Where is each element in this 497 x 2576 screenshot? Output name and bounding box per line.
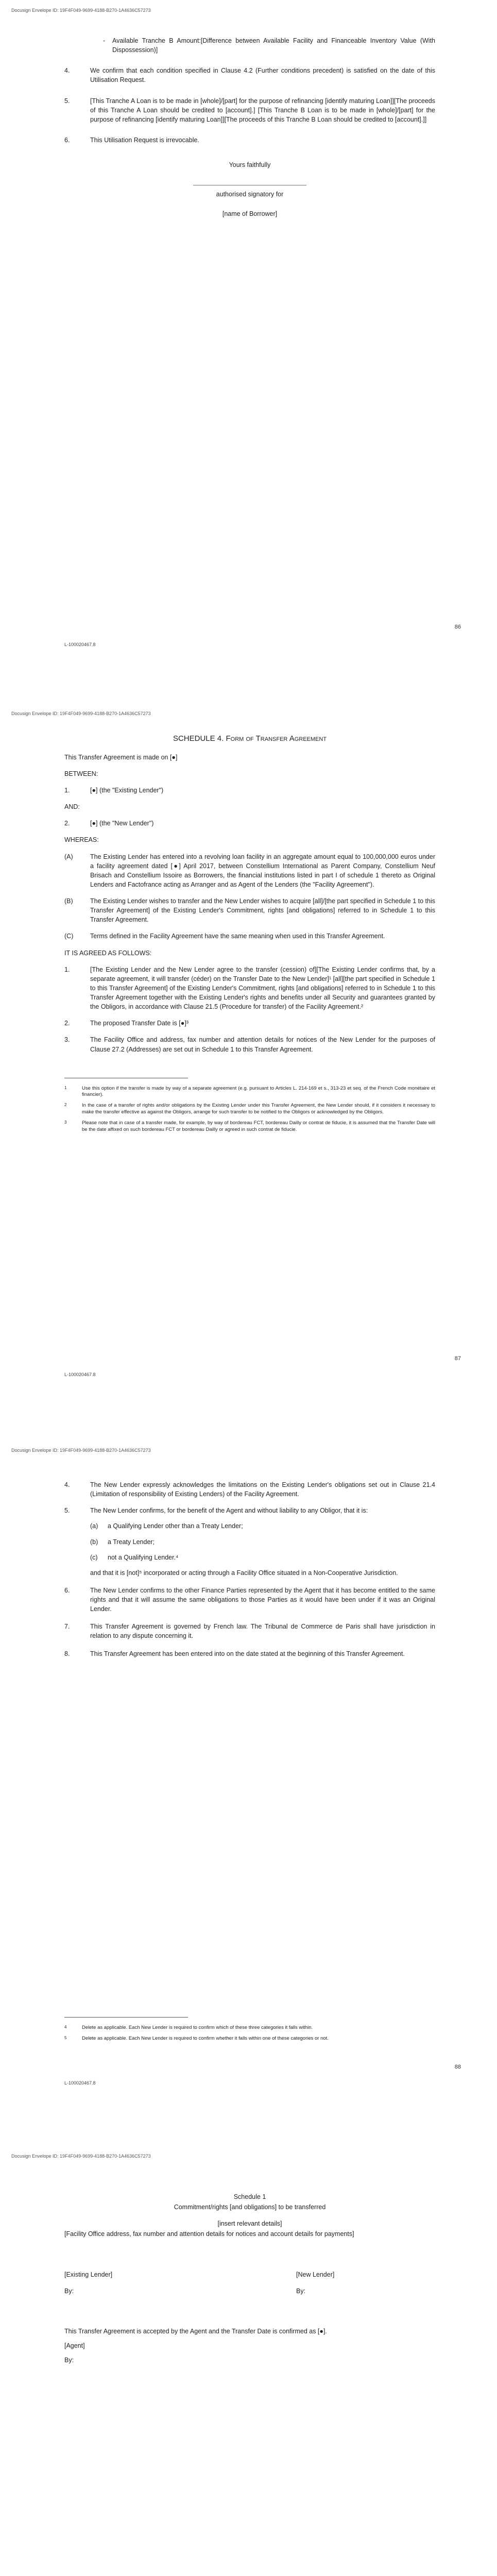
clause: 1. [The Existing Lender and the New Lender agree to the transfer (cession) of][The Existing Lender confirms that, by a separate agreement, it will transfer (céder) on the Transfer Date to the New Lender]¹ [all][the part specified in Schedule 1 to this Transfer Agreement] of the Existing Lender's Commitment, rights [and obligations] referred to in Schedule 1 to this Transfer Agreement together with the Existing Lender's rights and benefits under all Security and guarantees granted by the Obligors, in accordance with Clause 21.5 (Procedure for transfer) of the Facility Agreement.² xyxy=(64,965,435,1011)
schedule-4-heading: SCHEDULE 4. Form of Transfer Agreement xyxy=(173,734,327,743)
tranche-b-bullet: - Available Tranche B Amount:[Difference between Available Facility and Financeable Inventory Value (With Dispossession)] xyxy=(103,37,435,54)
page-number: 88 xyxy=(454,2064,461,2070)
page87-body xyxy=(64,733,435,1138)
between-label: BETWEEN: xyxy=(64,770,98,777)
party-existing-lender: 1. [●] (the "Existing Lender") xyxy=(64,787,164,794)
jurisdiction-confirmation: and that it is [not]⁵ incorporated or acting through a Facility Office situated in a Non-Cooperative Jurisdiction. xyxy=(90,1569,398,1577)
page-number: 87 xyxy=(454,1355,461,1362)
envelope-id: Docusign Envelope ID: 19F4F049-9699-4188-B270-1A4636C57273 xyxy=(11,1448,151,1453)
envelope-id: Docusign Envelope ID: 19F4F049-9699-4188-B270-1A4636C57273 xyxy=(11,2154,151,2159)
lender-category: (c) not a Qualifying Lender.⁴ xyxy=(90,1553,179,1561)
agent-label: [Agent] xyxy=(64,2342,85,2349)
schedule-1-heading: Schedule 1 xyxy=(233,2193,266,2200)
doc-ref: L-100020467.8 xyxy=(64,2080,96,2086)
footnote-separator xyxy=(64,2017,188,2018)
agreement-intro: This Transfer Agreement is made on [●] xyxy=(64,753,178,761)
page-87 xyxy=(0,703,497,1388)
and-label: AND: xyxy=(64,803,80,811)
recital: (B) The Existing Lender wishes to transfer and the New Lender wishes to acquire [all]/[the part specified in Schedule 1 to this Transfer Agreement] of the Existing Lender's Commitment, rights [and obligations] referred to in Schedule 1 to this Transfer Agreement. xyxy=(64,897,435,924)
insert-details: [insert relevant details] xyxy=(217,2220,282,2228)
borrower-name: [name of Borrower] xyxy=(222,210,278,218)
commitment-heading: Commitment/rights [and obligations] to be transferred xyxy=(174,2204,326,2211)
new-lender-by: By: xyxy=(296,2287,306,2295)
clause: 5. The New Lender confirms, for the benefit of the Agent and without liability to any Obligor, that it is: xyxy=(64,1507,368,1515)
lender-signature-labels xyxy=(64,2270,435,2279)
envelope-id: Docusign Envelope ID: 19F4F049-9699-4188-B270-1A4636C57273 xyxy=(11,8,151,13)
doc-ref: L-100020467.8 xyxy=(64,642,96,647)
footnote: 2 In the case of a transfer of rights and/or obligations by the Existing Lender under this Transfer Agreement, the New Lender should, if it considers it necessary to make the transfer effective as against the Obligors, arrange for such transfer to be notified to the Obligors or acknowledged by the Obligors. xyxy=(64,1103,435,1115)
existing-lender-by: By: xyxy=(64,2287,74,2295)
clause: 8. This Transfer Agreement has been entered into on the date stated at the beginning of this Transfer Agreement. xyxy=(64,1650,405,1657)
page-86 xyxy=(0,0,497,654)
agent-by: By: xyxy=(64,2357,74,2364)
utilisation-item-5: 5. [This Tranche A Loan is to be made in [whole]/[part] for the purpose of refinancing [identify maturing Loan]][The proceeds of this Tranche A Loan should be credited to [account].] [This Tranche B Loan is to be made in [whole]/[part] for the purpose of refinancing [identify maturing Loan]][The proceeds of this Tranche B Loan should be credited to [account].]] xyxy=(64,97,435,123)
facility-office-details: [Facility Office address, fax number and attention details for notices and account details for payments] xyxy=(64,2230,354,2238)
whereas-label: WHEREAS: xyxy=(64,836,99,844)
utilisation-item-4: 4. We confirm that each condition specified in Clause 4.2 (Further conditions precedent) is satisfied on the date of this Utilisation Request. xyxy=(64,67,435,84)
footnote: 5 Delete as applicable. Each New Lender is required to confirm whether it falls within one of these categories or not. xyxy=(64,2035,329,2041)
new-lender-label: [New Lender] xyxy=(296,2270,335,2278)
lender-by-lines xyxy=(64,2286,435,2296)
utilisation-item-6: 6. This Utilisation Request is irrevocable. xyxy=(64,136,199,144)
clause: 6. The New Lender confirms to the other Finance Parties represented by the Agent that it has become entitled to the same rights and that it will assume the same obligations to those Parties as it would have been under if it was an Original Lender. xyxy=(64,1586,435,1613)
footnote: 4 Delete as applicable. Each New Lender is required to confirm which of these three categories it falls within. xyxy=(64,2025,313,2030)
clause: 4. The New Lender expressly acknowledges the limitations on the Existing Lender's obligations set out in Clause 21.4 (Limitation of responsibility of Existing Lenders) of the Facility Agreement. xyxy=(64,1481,435,1498)
page88-footnotes xyxy=(64,2017,435,2046)
footnote: 1 Use this option if the transfer is made by way of a separate agreement (e.g. pursuant to Articles L. 214-169 et s., 313-23 et seq. of the French Code monétaire et financier). xyxy=(64,1085,435,1098)
doc-ref: L-100020467.8 xyxy=(64,1372,96,1377)
clause: 3. The Facility Office and address, fax number and attention details for notices of the New Lender for the purposes of Clause 27.2 (Addresses) are set out in Schedule 1 to this Transfer Agreement. xyxy=(64,1036,435,1053)
recital: (C) Terms defined in the Facility Agreement have the same meaning when used in this Transfer Agreement. xyxy=(64,933,385,940)
agreed-label: IT IS AGREED AS FOLLOWS: xyxy=(64,949,152,957)
page89-body xyxy=(64,2192,435,2365)
recital: (A) The Existing Lender has entered into a revolving loan facility in an aggregate amount equal to 100,000,000 euros under a facility agreement dated [●] April 2017, between Constellium International as Parent Company, Constellium Neuf Brisach and Constellium Issoire as Borrowers, the financial institutions listed in part I of schedule 1 thereto as Original Lenders and Factofrance acting as Arranger and as Agent of the Lenders (the "Facility Agreement"). xyxy=(64,853,435,888)
clause: 2. The proposed Transfer Date is [●]³ xyxy=(64,1020,188,1027)
party-new-lender: 2. [●] (the "New Lender") xyxy=(64,820,154,827)
yours-faithfully: Yours faithfully xyxy=(229,161,271,168)
existing-lender-label: [Existing Lender] xyxy=(64,2270,113,2278)
footnote: 3 Please note that in case of a transfer made, for example, by way of bordereau FCT, bordereau Dailly or contrat de fiducie, it is assumed that the Transfer Date will be the date affixed on such bordereau FCT or bordereau Dailly or agreed in such contrat de fiducie. xyxy=(64,1120,435,1132)
authorised-signatory: authorised signatory for xyxy=(216,191,284,198)
page-88 xyxy=(0,1440,497,2094)
page88-body xyxy=(64,1480,435,1664)
lender-category: (b) a Treaty Lender; xyxy=(90,1538,155,1546)
agent-acceptance: This Transfer Agreement is accepted by the Agent and the Transfer Date is confirmed as [●]. xyxy=(64,2327,327,2335)
page-89 xyxy=(0,2146,497,2576)
envelope-id: Docusign Envelope ID: 19F4F049-9699-4188-B270-1A4636C57273 xyxy=(11,711,151,716)
lender-category: (a) a Qualifying Lender other than a Treaty Lender; xyxy=(90,1522,243,1530)
clause: 7. This Transfer Agreement is governed by French law. The Tribunal de Commerce de Paris shall have jurisdiction in relation to any dispute concerning it. xyxy=(64,1623,435,1640)
page86-body xyxy=(64,36,435,218)
page-number: 86 xyxy=(454,624,461,630)
